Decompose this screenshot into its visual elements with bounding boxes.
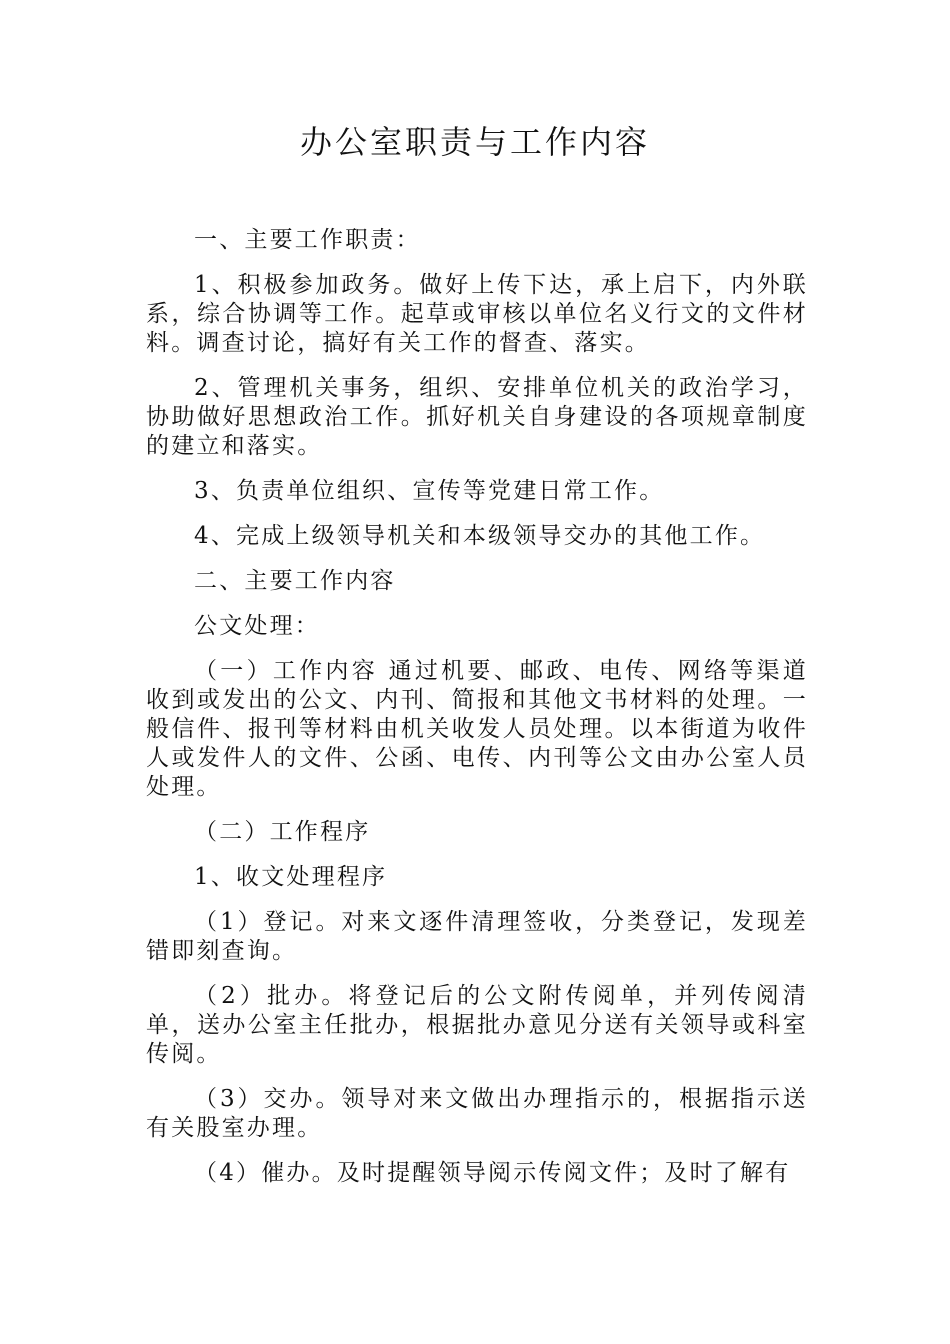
duty-item-3: 3、负责单位组织、宣传等党建日常工作。 [194, 478, 665, 504]
document-title: 办公室职责与工作内容 [299, 123, 650, 161]
section-heading-content: 二、主要工作内容 [194, 568, 396, 594]
duty-item-2: 2、管理机关事务，组织、安排单位机关的政治学习，协助做好思想政治工作。抓好机关自身建设的各项规章制度的建立和落实。 [146, 375, 808, 459]
receiving-procedure-heading: 1、收文处理程序 [194, 864, 388, 890]
duty-item-1: 1、积极参加政务。做好上传下达，承上启下，内外联系，综合协调等工作。起草或审核以单位名义行文的文件材料。调查讨论，搞好有关工作的督查、落实。 [146, 272, 808, 356]
subsection-heading-documents: 公文处理： [194, 613, 320, 639]
document-body [146, 226, 808, 1204]
procedure-step-1: （1）登记。对来文逐件清理签收，分类登记，发现差错即刻查询。 [146, 909, 808, 964]
duty-item-4: 4、完成上级领导机关和本级领导交办的其他工作。 [194, 523, 766, 549]
procedure-step-2: （2）批办。将登记后的公文附传阅单，并列传阅清单，送办公室主任批办，根据批办意见分送有关领导或科室传阅。 [146, 983, 808, 1067]
work-procedure-heading: （二）工作程序 [194, 819, 371, 845]
procedure-step-3: （3）交办。领导对来文做出办理指示的，根据指示送有关股室办理。 [146, 1086, 808, 1141]
section-heading-duties: 一、主要工作职责： [194, 227, 421, 253]
work-content-paragraph: （一）工作内容 通过机要、邮政、电传、网络等渠道收到或发出的公文、内刊、简报和其他文书材料的处理。一般信件、报刊等材料由机关收发人员处理。以本街道为收件人或发件人的文件、公函、电传、内刊等公文由办公室人员处理。 [146, 658, 808, 800]
procedure-step-4: （4）催办。及时提醒领导阅示传阅文件；及时了解有 [194, 1160, 791, 1186]
